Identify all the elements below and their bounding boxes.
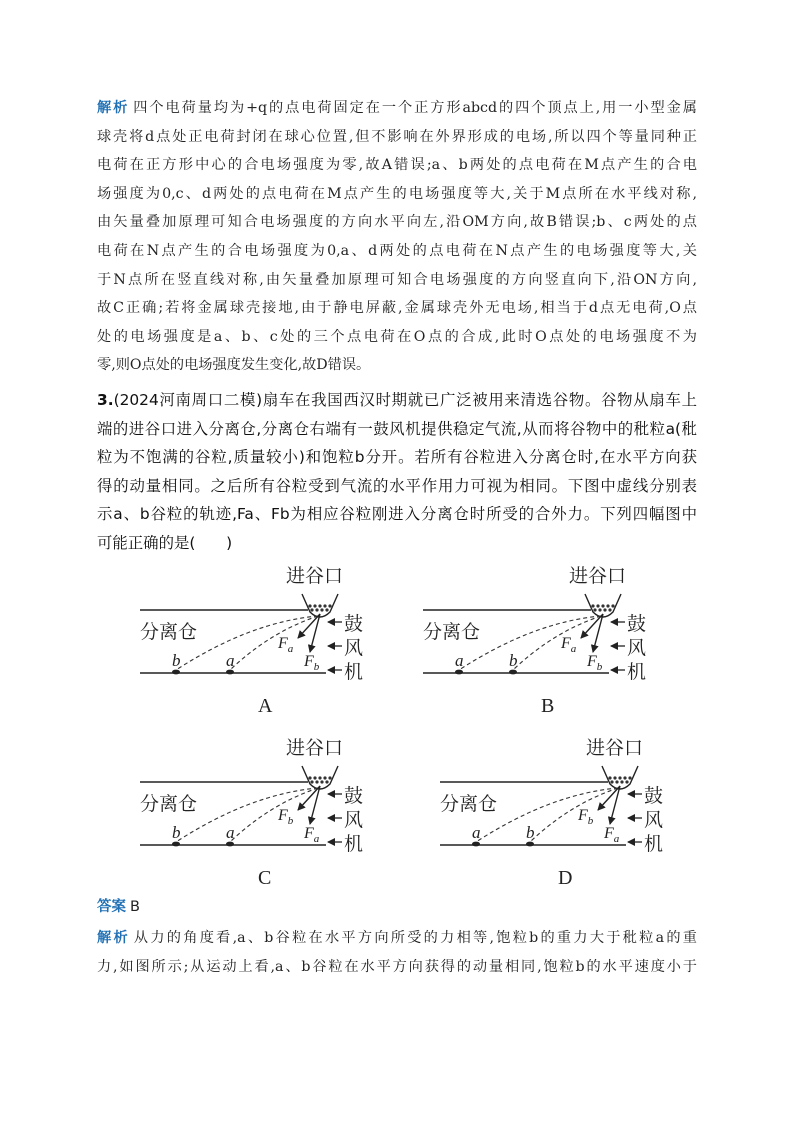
force-label-lower: $F_a$ <box>604 825 620 845</box>
chamber-label: 分离仓 <box>140 793 198 815</box>
diagram-A <box>140 565 363 717</box>
blower-char-0: 鼓 <box>627 613 647 635</box>
grain-dot <box>308 604 311 607</box>
landing-label-left: b <box>172 823 181 842</box>
force-label-upper: $F_a$ <box>278 635 294 655</box>
explanation-1-line-1: 球壳将d点处正电荷封闭在球心位置,但不影响在外界形成的电场,所以四个等量同种正 <box>97 128 697 145</box>
grain-left <box>172 842 180 847</box>
grain-dot <box>315 780 318 783</box>
winnowing-figure <box>0 560 794 890</box>
blower-char-2: 机 <box>627 661 647 683</box>
explanation-1 <box>97 94 697 380</box>
grain-dot <box>328 776 331 779</box>
grain-dot <box>320 608 323 611</box>
grain-dot <box>625 780 628 783</box>
grain-dot <box>328 604 331 607</box>
grain-dot <box>593 608 596 611</box>
grain-dot <box>323 776 326 779</box>
grain-dot <box>325 608 328 611</box>
diagram-C <box>140 737 363 889</box>
grain-dot <box>598 608 601 611</box>
landing-label-right: b <box>509 651 518 670</box>
grain-left <box>455 670 463 675</box>
blower-char-1: 风 <box>644 809 664 831</box>
blower-char-1: 风 <box>344 637 364 659</box>
chamber-label: 分离仓 <box>423 621 481 643</box>
force-label-lower: $F_b$ <box>304 653 320 673</box>
inlet-label: 进谷口 <box>569 565 627 587</box>
inlet-label: 进谷口 <box>586 737 644 759</box>
explanation-1-line-4: 由矢量叠加原理可知合电场强度的方向水平向左,沿OM方向,故B错误;b、c两处的点 <box>97 214 697 231</box>
chamber-label: 分离仓 <box>440 793 498 815</box>
question-line-4: 示a、b谷粒的轨迹,Fa、Fb为相应谷粒刚进入分离仓时所受的合外力。下列四幅图中 <box>97 505 697 524</box>
explanation-2-line-0: 解析 从力的角度看,a、b谷粒在水平方向所受的力相等,饱粒b的重力大于秕粒a的重 <box>97 930 697 946</box>
grain-dot <box>320 780 323 783</box>
landing-label-left: a <box>472 823 481 842</box>
grain-dot <box>596 604 599 607</box>
blower-char-1: 风 <box>344 809 364 831</box>
explanation-2-line-1: 力,如图所示;从运动上看,a、b谷粒在水平方向获得的动量相同,饱粒b的水平速度小于 <box>97 958 697 975</box>
diagram-D <box>440 737 663 889</box>
grain-dot <box>613 776 616 779</box>
grain-right <box>526 842 534 847</box>
grain-dot <box>318 604 321 607</box>
grain-dot <box>615 780 618 783</box>
grain-dot <box>623 776 626 779</box>
explanation-1-line-0: 解析 四个电荷量均为+q的点电荷固定在一个正方形abcd的四个顶点上,用一小型金属 <box>97 100 697 116</box>
blower-char-0: 鼓 <box>644 785 664 807</box>
grain-dot <box>313 604 316 607</box>
force-label-upper: $F_b$ <box>578 807 594 827</box>
force-label-upper: $F_a$ <box>561 635 577 655</box>
landing-label-left: b <box>172 651 181 670</box>
explanation-1-line-9: 零,则O点处的电场强度发生变化,故D错误。 <box>97 357 371 374</box>
grain-dot <box>620 780 623 783</box>
grain-dot <box>310 780 313 783</box>
explanation-1-line-5: 电荷在N点产生的合电场强度为0,a、d两处的点电荷在N点产生的电场强度等大,关 <box>97 242 697 259</box>
question-line-5: 可能正确的是( ) <box>97 533 233 552</box>
option-letter-B: B <box>541 695 555 717</box>
question-line-0: 3.(2024河南周口二模)扇车在我国西汉时期就已广泛被用来清选谷物。谷物从扇车上 <box>97 391 697 409</box>
chamber-label: 分离仓 <box>140 621 198 643</box>
diagram-group <box>140 565 663 889</box>
force-label-upper: $F_b$ <box>278 807 294 827</box>
grain-dot <box>313 776 316 779</box>
inlet-label: 进谷口 <box>286 565 344 587</box>
blower-char-0: 鼓 <box>344 785 364 807</box>
grain-dot <box>618 776 621 779</box>
grain-dot <box>591 604 594 607</box>
diagram-B <box>423 565 646 717</box>
answer-label: 答案 <box>97 899 126 915</box>
option-letter-A: A <box>258 695 273 717</box>
blower-char-2: 机 <box>644 833 664 855</box>
grain-dot <box>608 776 611 779</box>
explanation-1-line-7: 故C正确;若将金属球壳接地,由于静电屏蔽,金属球壳外无电场,相当于d点无电荷,O点 <box>97 300 697 317</box>
explanation-1-label: 解析 <box>97 100 130 116</box>
blower-char-1: 风 <box>627 637 647 659</box>
question-line-2: 粒为不饱满的谷粒,质量较小)和饱粒b分开。若所有谷粒进入分离仓时,在水平方向获 <box>97 448 697 467</box>
grain-left <box>172 670 180 675</box>
grain-dot <box>315 608 318 611</box>
landing-label-right: a <box>226 651 235 670</box>
grain-dot <box>628 776 631 779</box>
grain-dot <box>606 604 609 607</box>
grain-dot <box>308 776 311 779</box>
grain-dot <box>601 604 604 607</box>
grain-dot <box>610 780 613 783</box>
answer <box>97 895 140 916</box>
question-line-1: 端的进谷口进入分离仓,分离仓右端有一鼓风机提供稳定气流,从而将谷物中的秕粒a(秕 <box>97 419 697 438</box>
blower-char-0: 鼓 <box>344 613 364 635</box>
grain-dot <box>318 776 321 779</box>
grain-dot <box>611 604 614 607</box>
question-3 <box>97 386 697 558</box>
landing-label-right: a <box>226 823 235 842</box>
option-letter-D: D <box>558 867 573 889</box>
explanation-2-label: 解析 <box>97 930 130 946</box>
landing-label-left: a <box>455 651 464 670</box>
answer-value: B <box>130 899 140 915</box>
inlet-label: 进谷口 <box>286 737 344 759</box>
explanation-1-line-3: 场强度为0,c、d两处的点电荷在M点产生的电场强度等大,关于M点所在水平线对称, <box>97 185 697 202</box>
grain-dot <box>323 604 326 607</box>
blower-char-2: 机 <box>344 661 364 683</box>
grain-dot <box>608 608 611 611</box>
grain-left <box>472 842 480 847</box>
question-number: 3. <box>97 391 114 409</box>
grain-right <box>509 670 517 675</box>
blower-char-2: 机 <box>344 833 364 855</box>
explanation-2 <box>97 924 697 981</box>
grain-right <box>226 670 234 675</box>
grain-dot <box>325 780 328 783</box>
option-letter-C: C <box>258 867 272 889</box>
landing-label-right: b <box>526 823 535 842</box>
grain-dot <box>310 608 313 611</box>
explanation-1-line-6: 于N点所在竖直线对称,由矢量叠加原理可知合电场强度的方向竖直向下,沿ON方向, <box>97 271 697 288</box>
explanation-1-line-8: 处的电场强度是a、b、c处的三个点电荷在O点的合成,此时O点处的电场强度不为 <box>97 328 697 345</box>
explanation-1-line-2: 电荷在正方形中心的合电场强度为零,故A错误;a、b两处的点电荷在M点产生的合电 <box>97 157 697 174</box>
force-label-lower: $F_b$ <box>587 653 603 673</box>
grain-dot <box>603 608 606 611</box>
question-line-3: 得的动量相同。之后所有谷粒受到气流的水平作用力可视为相同。下图中虚线分别表 <box>97 476 697 495</box>
force-label-lower: $F_a$ <box>304 825 320 845</box>
grain-right <box>226 842 234 847</box>
